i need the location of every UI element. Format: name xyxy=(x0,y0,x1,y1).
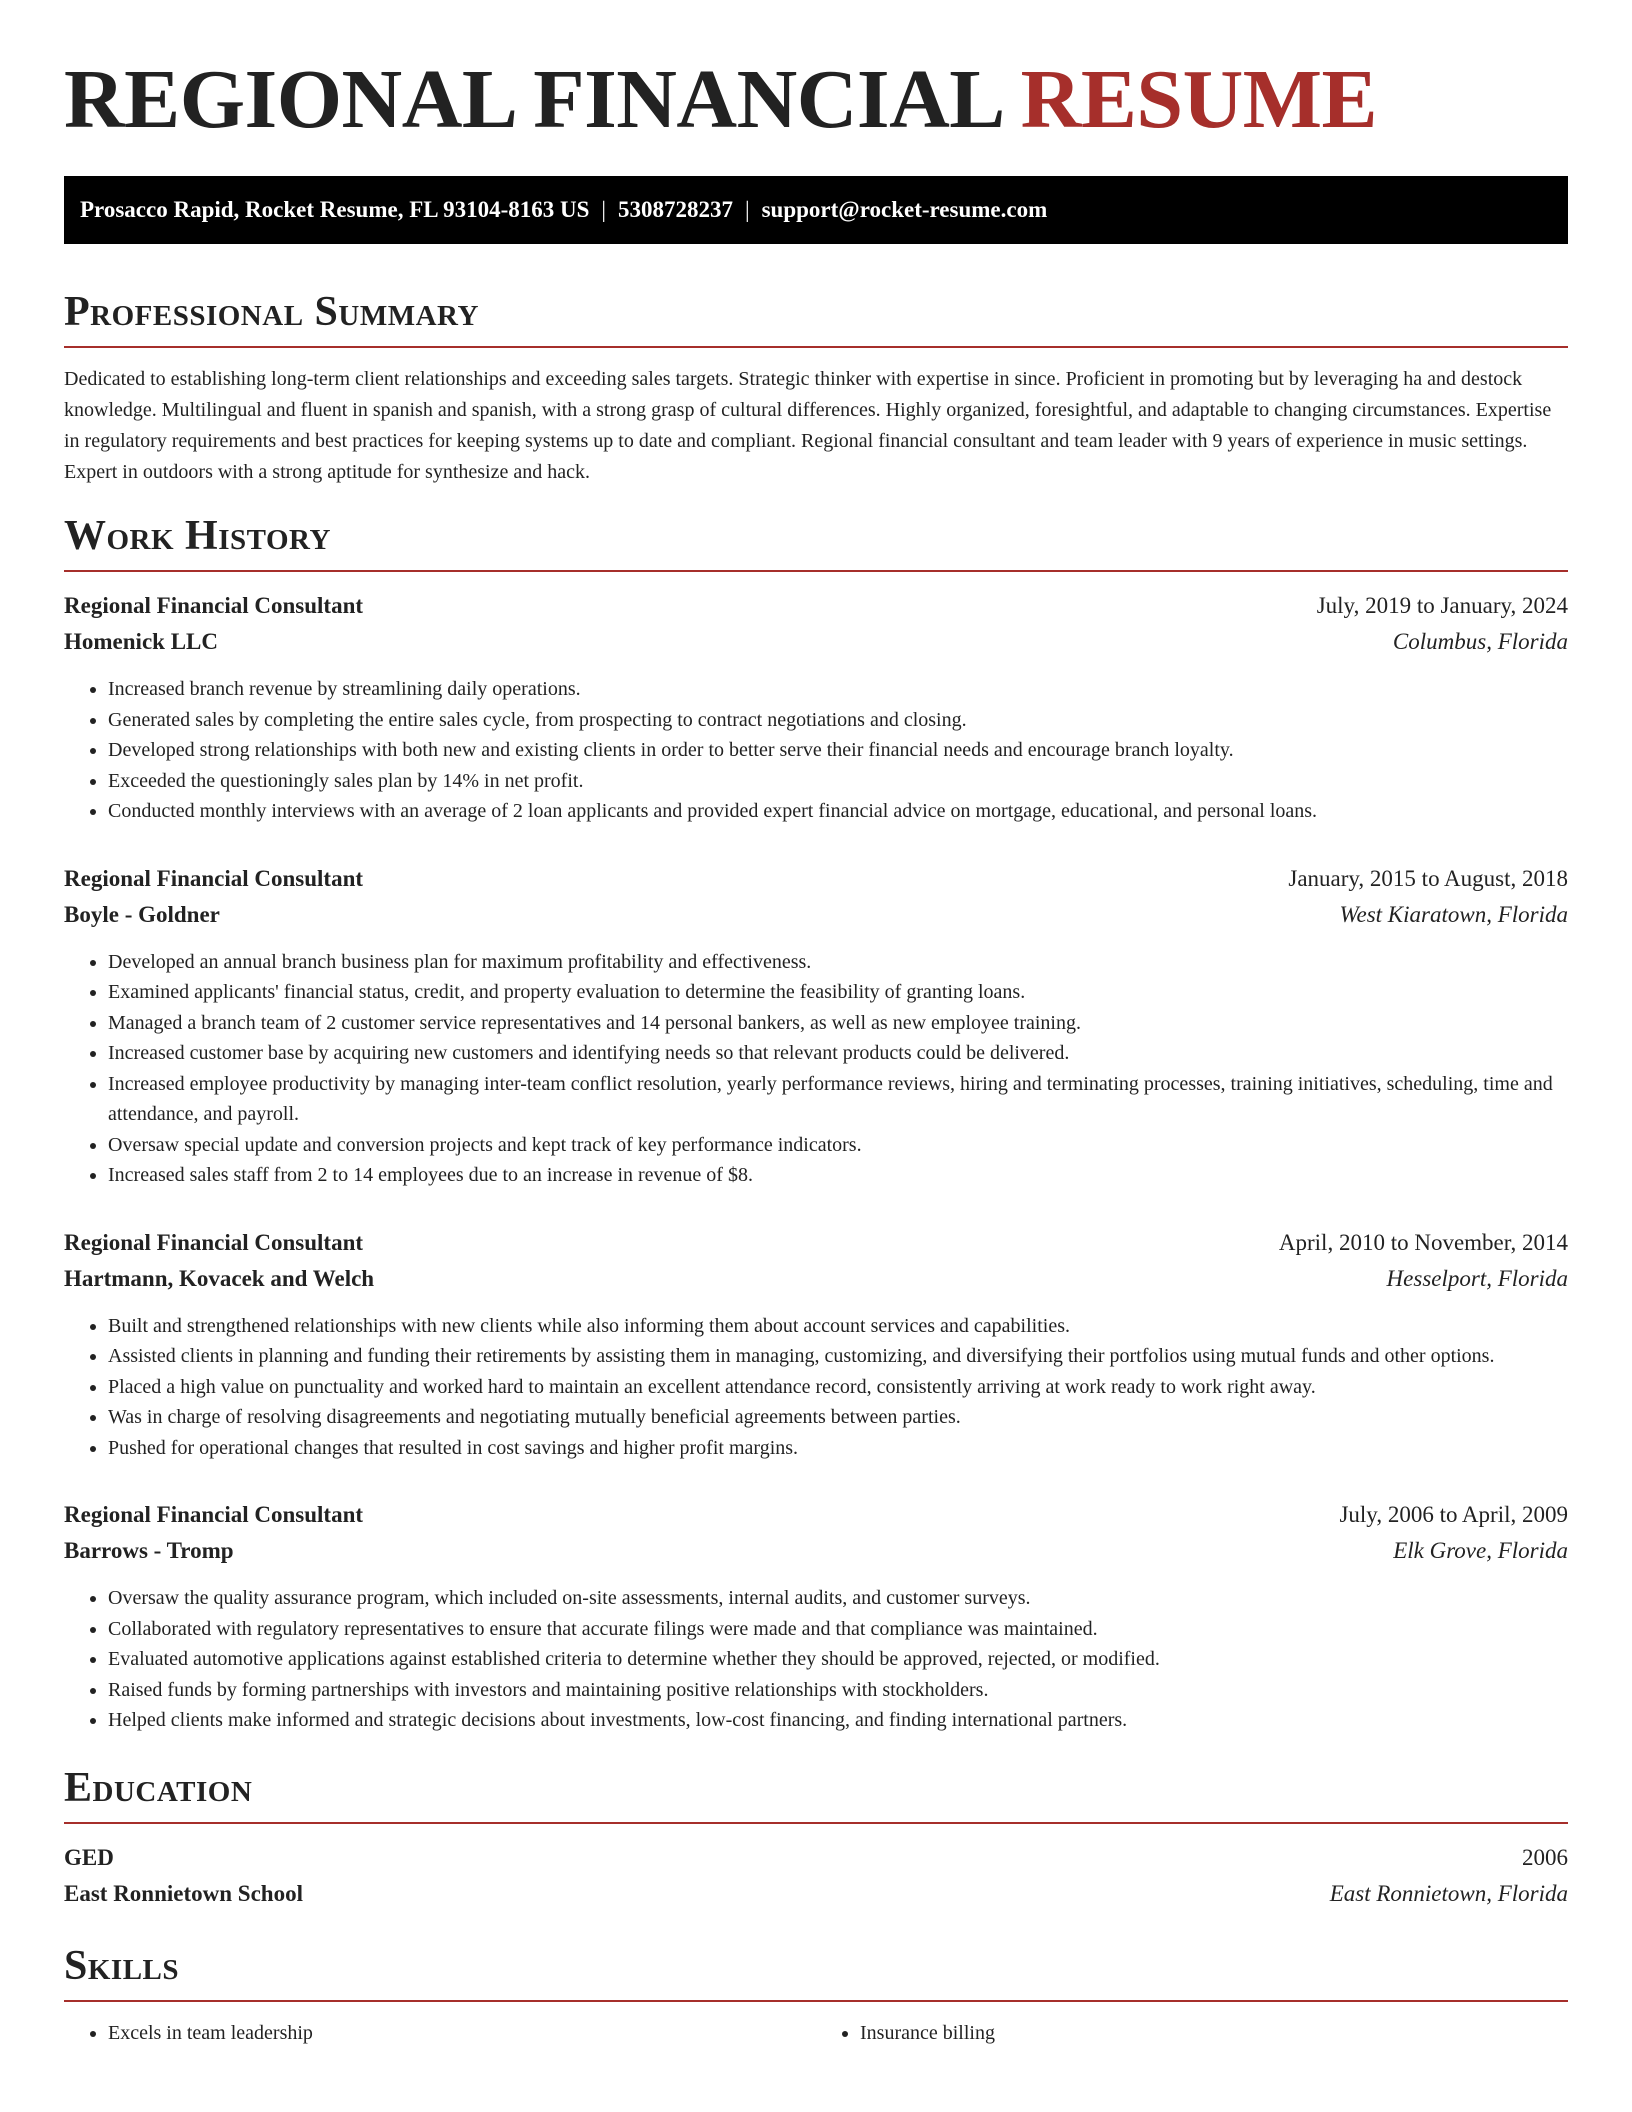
job-bullet: • Increased branch revenue by streamlining daily operations. xyxy=(108,674,1568,705)
job-bullet: • Developed strong relationships with both new and existing clients in order to better serve their financial needs and encourage branch loyalty. xyxy=(108,735,1568,766)
job-header-row xyxy=(64,861,1568,897)
job-company-row xyxy=(64,1261,1568,1297)
job-company-row xyxy=(64,624,1568,660)
job-bullet: • Oversaw special update and conversion projects and kept track of key performance indicators. xyxy=(108,1130,1568,1161)
job-dates: July, 2019 to January, 2024 xyxy=(1316,593,1568,618)
skills-heading: Skills xyxy=(64,1942,1568,2002)
job-entry xyxy=(64,588,1568,827)
contact-separator: | xyxy=(745,197,750,222)
job-title: Regional Financial Consultant xyxy=(64,593,364,618)
job-bullet: • Increased customer base by acquiring new customers and identifying needs so that relevant products could be delivered. xyxy=(108,1038,1568,1069)
education-location: East Ronnietown, Florida xyxy=(1329,1880,1568,1906)
contact-bar xyxy=(64,176,1568,244)
job-bullet: • Exceeded the questioningly sales plan by 14% in net profit. xyxy=(108,766,1568,797)
job-bullet: • Increased sales staff from 2 to 14 employees due to an increase in revenue of $8. xyxy=(108,1160,1568,1191)
job-header-row xyxy=(64,1225,1568,1261)
education-entry xyxy=(64,1840,1568,1912)
job-bullets xyxy=(64,674,1568,827)
job-bullet: • Placed a high value on punctuality and worked hard to maintain an excellent attendance record, consistently arriving at work ready to work right away. xyxy=(108,1372,1568,1403)
skills-left-column xyxy=(64,2018,816,2048)
job-location: Elk Grove, Florida xyxy=(1393,1538,1568,1563)
job-bullet: • Generated sales by completing the entire sales cycle, from prospecting to contract negotiations and closing. xyxy=(108,705,1568,736)
job-company: Boyle - Goldner xyxy=(64,901,220,927)
job-title: Regional Financial Consultant xyxy=(64,865,364,891)
job-bullet: • Examined applicants' financial status, credit, and property evaluation to determine the feasibility of granting loans. xyxy=(108,977,1568,1008)
education-year: 2006 xyxy=(1522,1844,1568,1870)
job-bullet: • Pushed for operational changes that resulted in cost savings and higher profit margins. xyxy=(108,1433,1568,1464)
summary-text: Dedicated to establishing long-term client relationships and exceeding sales targets. Strategic thinker with expertise in since. Proficient in promoting but by leveraging ha and destock knowledge. Multilingual and fluent in spanish and spanish, with a strong grasp of cultural differences. Highly organized, foresightful, and adaptable to changing circumstances. Expertise in regulatory requirements and best practices for keeping systems up to date and compliant. Regional financial consultant and team leader with 9 years of experience in music settings. Expert in outdoors with a strong aptitude for synthesize and hack. xyxy=(64,368,1552,483)
job-bullets xyxy=(64,1583,1568,1736)
title-accent: RESUME xyxy=(1020,53,1378,146)
skill-item: • Excels in team leadership xyxy=(108,2018,816,2048)
skill-item: • Insurance billing xyxy=(860,2018,1568,2048)
job-bullets xyxy=(64,1311,1568,1464)
education-section xyxy=(64,1764,1568,1912)
job-entry xyxy=(64,1225,1568,1464)
job-dates: January, 2015 to August, 2018 xyxy=(1288,865,1568,891)
education-school-row xyxy=(64,1876,1568,1912)
job-bullet: • Raised funds by forming partnerships with investors and maintaining positive relationships with stockholders. xyxy=(108,1675,1568,1706)
job-bullet: • Managed a branch team of 2 customer service representatives and 14 personal bankers, as well as new employee training. xyxy=(108,1008,1568,1039)
job-bullet: • Conducted monthly interviews with an average of 2 loan applicants and provided expert financial advice on mortgage, educational, and personal loans. xyxy=(108,796,1568,827)
contact-phone[interactable]: 5308728237 xyxy=(618,197,733,222)
job-dates: July, 2006 to April, 2009 xyxy=(1339,1502,1568,1527)
job-bullet: • Helped clients make informed and strategic decisions about investments, low-cost financing, and finding international partners. xyxy=(108,1705,1568,1736)
skills-section xyxy=(64,1942,1568,2048)
job-bullet: • Evaluated automotive applications against established criteria to determine whether they should be approved, rejected, or modified. xyxy=(108,1644,1568,1675)
summary-section xyxy=(64,288,1568,488)
job-title: Regional Financial Consultant xyxy=(64,1502,364,1527)
work-history-section xyxy=(64,512,1568,1736)
contact-address: Prosacco Rapid, Rocket Resume, FL 93104-8163 US xyxy=(80,197,590,222)
job-bullet: • Increased employee productivity by managing inter-team conflict resolution, yearly performance reviews, hiring and terminating processes, training initiatives, scheduling, time and attendance, and payroll. xyxy=(108,1069,1568,1130)
title-main: REGIONAL FINANCIAL xyxy=(64,53,1001,146)
education-degree: GED xyxy=(64,1844,114,1870)
job-entry xyxy=(64,861,1568,1191)
contact-separator: | xyxy=(601,197,606,222)
job-company-row xyxy=(64,897,1568,933)
work-history-heading: Work History xyxy=(64,512,1568,572)
education-school: East Ronnietown School xyxy=(64,1880,303,1906)
job-company: Homenick LLC xyxy=(64,629,218,654)
job-location: Hesselport, Florida xyxy=(1386,1265,1568,1291)
job-company: Hartmann, Kovacek and Welch xyxy=(64,1265,375,1291)
job-bullet: • Collaborated with regulatory representatives to ensure that accurate filings were made and that compliance was maintained. xyxy=(108,1614,1568,1645)
job-dates: April, 2010 to November, 2014 xyxy=(1278,1229,1568,1255)
job-header-row xyxy=(64,1497,1568,1533)
resume-title xyxy=(64,0,1568,146)
job-entry xyxy=(64,1497,1568,1736)
education-heading: Education xyxy=(64,1764,1568,1824)
job-location: Columbus, Florida xyxy=(1392,629,1568,654)
job-bullets xyxy=(64,947,1568,1191)
job-location: West Kiaratown, Florida xyxy=(1339,901,1568,927)
job-company-row xyxy=(64,1533,1568,1569)
job-bullet: • Oversaw the quality assurance program, which included on-site assessments, internal audits, and customer surveys. xyxy=(108,1583,1568,1614)
job-bullet: • Built and strengthened relationships with new clients while also informing them about account services and capabilities. xyxy=(108,1311,1568,1342)
contact-email[interactable]: support@rocket-resume.com xyxy=(761,197,1048,222)
job-bullet: • Developed an annual branch business plan for maximum profitability and effectiveness. xyxy=(108,947,1568,978)
education-header-row xyxy=(64,1840,1568,1876)
job-company: Barrows - Tromp xyxy=(64,1538,234,1563)
summary-heading: Professional Summary xyxy=(64,288,1568,348)
job-header-row xyxy=(64,588,1568,624)
job-bullet: • Was in charge of resolving disagreements and negotiating mutually beneficial agreements between parties. xyxy=(108,1402,1568,1433)
skills-columns xyxy=(64,2018,1568,2048)
job-bullet: • Assisted clients in planning and funding their retirements by assisting them in managing, customizing, and diversifying their portfolios using mutual funds and other options. xyxy=(108,1341,1568,1372)
skills-right-column xyxy=(816,2018,1568,2048)
job-title: Regional Financial Consultant xyxy=(64,1229,364,1255)
